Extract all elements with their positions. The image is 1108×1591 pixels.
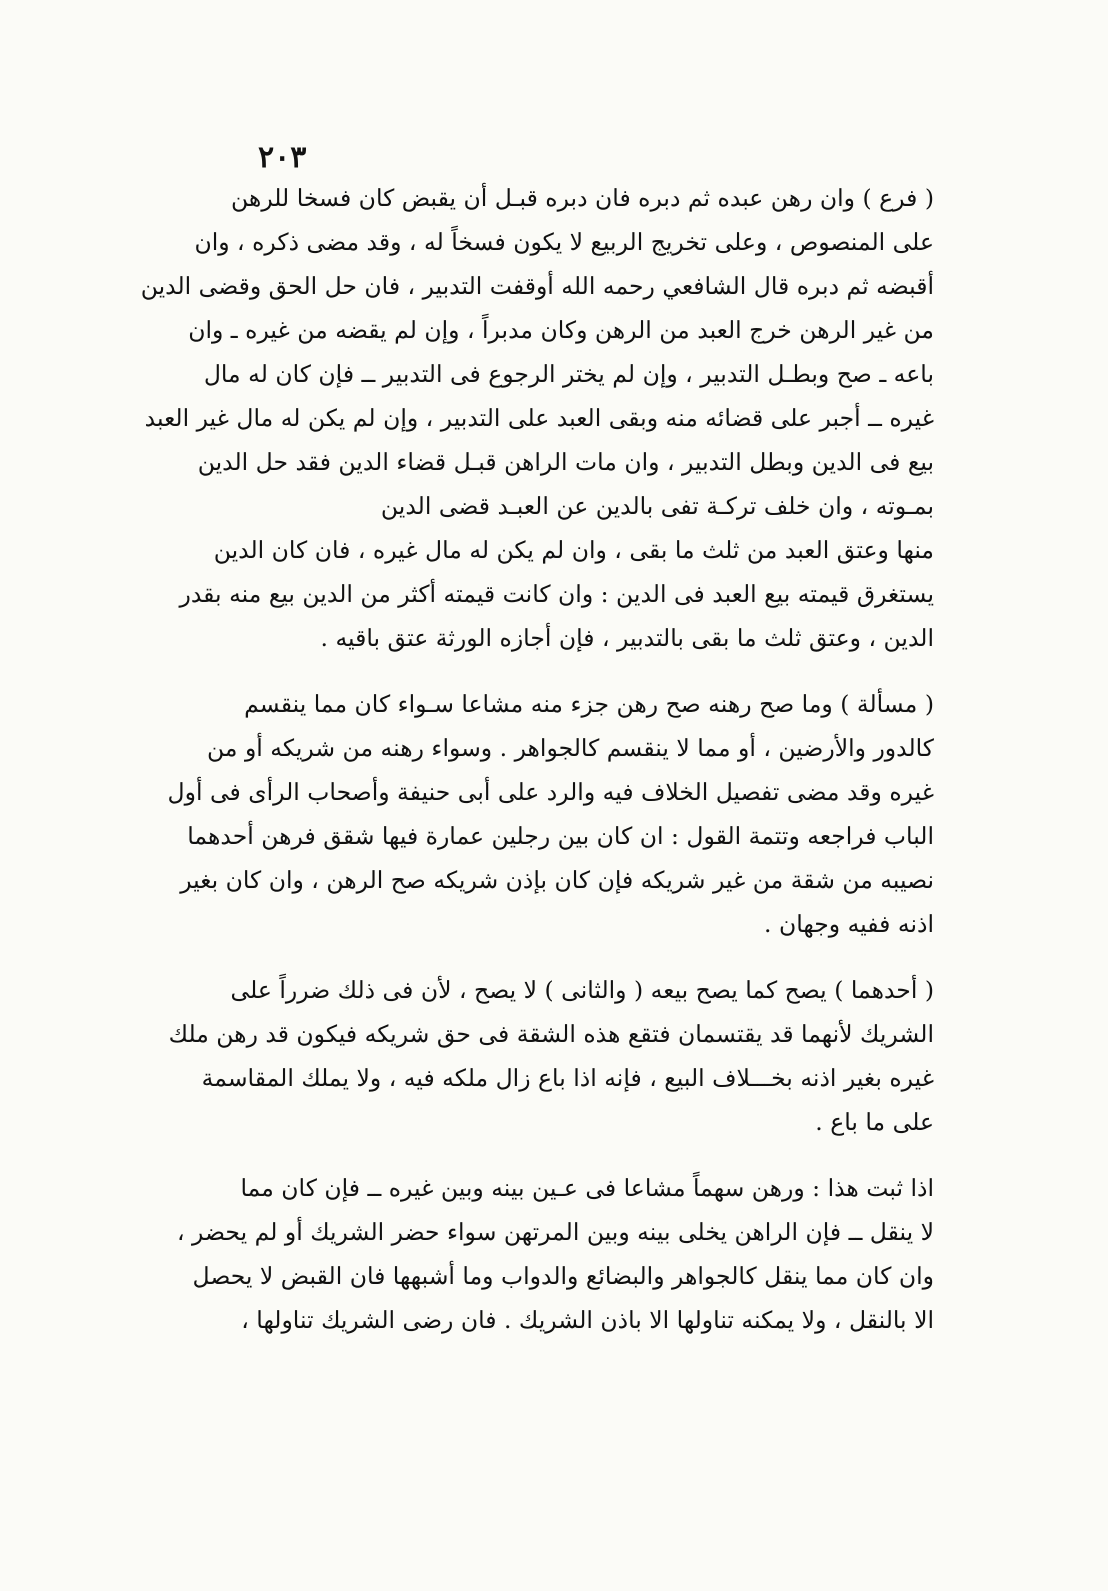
body-text — [140, 176, 934, 1342]
text-line: الا بالنقل ، ولا يمكنه تناولها الا باذن الشريك . فان رضى الشريك تناولها ، — [241, 1306, 934, 1334]
text-line: على المنصوص ، وعلى تخريج الربيع لا يكون فسخاً له ، وقد مضى ذكره ، وان — [194, 228, 934, 256]
text-line: ( فرع ) وان رهن عبده ثم دبره فان دبره قبـل أن يقبض كان فسخا للرهن — [231, 184, 934, 212]
text-line: يستغرق قيمته بيع العبد فى الدين : وان كانت قيمته أكثر من الدين بيع منه بقدر — [179, 580, 934, 608]
page-number: ٢٠٣ — [258, 140, 307, 175]
text-line: ( مسألة ) وما صح رهنه صح رهن جزء منه مشاعا سـواء كان مما ينقسم — [244, 690, 934, 718]
text-line: باعه ـ صح وبطـل التدبير ، وإن لم يختر الرجوع فى التدبير ــ فإن كان له مال — [203, 360, 934, 388]
paragraph-masala — [167, 682, 934, 946]
paragraph-far — [140, 176, 934, 660]
text-line: كالدور والأرضين ، أو مما لا ينقسم كالجواهر . وسواء رهنه من شريكه أو من — [207, 734, 934, 762]
text-line: من غير الرهن خرج العبد من الرهن وكان مدبراً ، وإن لم يقضه من غيره ـ وان — [188, 316, 934, 344]
paragraph-ahaduhuma — [168, 968, 934, 1144]
text-line: وان كان مما ينقل كالجواهر والبضائع والدواب وما أشبهها فان القبض لا يحصل — [192, 1262, 934, 1290]
text-line: أقبضه ثم دبره قال الشافعي رحمه الله أوقفت التدبير ، فان حل الحق وقضى الدين — [140, 272, 934, 300]
text-line: الشريك لأنهما قد يقتسمان فتقع هذه الشقة فى حق شريكه فيكون قد رهن ملك — [168, 1020, 934, 1048]
text-line: غيره وقد مضى تفصيل الخلاف فيه والرد على أبى حنيفة وأصحاب الرأى فى أول — [167, 778, 934, 806]
text-line: بمـوته ، وان خلف تركـة تفى بالدين عن العبـد قضى الدين — [380, 492, 934, 520]
text-line: اذنه ففيه وجهان . — [764, 910, 934, 938]
text-line: الدين ، وعتق ثلث ما بقى بالتدبير ، فإن أجازه الورثة عتق باقيه . — [320, 624, 934, 652]
text-line: بيع فى الدين وبطل التدبير ، وان مات الراهن قبـل قضاء الدين فقد حل الدين — [197, 448, 934, 476]
paragraph-idha-thabata — [177, 1166, 934, 1342]
text-line: ( أحدهما ) يصح كما يصح بيعه ( والثانى ) لا يصح ، لأن فى ذلك ضرراً على — [230, 976, 934, 1004]
text-line: الباب فراجعه وتتمة القول : ان كان بين رجلين عمارة فيها شقق فرهن أحدهما — [187, 822, 934, 850]
text-line: غيره بغير اذنه بخـــلاف البيع ، فإنه اذا باع زال ملكه فيه ، ولا يملك المقاسمة — [201, 1064, 934, 1092]
text-line: غيره ــ أجبر على قضائه منه وبقى العبد على التدبير ، وإن لم يكن له مال غير العبد — [144, 404, 934, 432]
text-line: نصيبه من شقة من غير شريكه فإن كان بإذن شريكه صح الرهن ، وان كان بغير — [180, 866, 934, 894]
text-line: منها وعتق العبد من ثلث ما بقى ، وان لم يكن له مال غيره ، فان كان الدين — [213, 536, 934, 564]
text-line: على ما باع . — [815, 1108, 934, 1136]
text-line: اذا ثبت هذا : ورهن سهماً مشاعا فى عـين بينه وبين غيره ــ فإن كان مما — [240, 1174, 934, 1202]
text-line: لا ينقل ــ فإن الراهن يخلى بينه وبين المرتهن سواء حضر الشريك أو لم يحضر ، — [177, 1218, 934, 1246]
